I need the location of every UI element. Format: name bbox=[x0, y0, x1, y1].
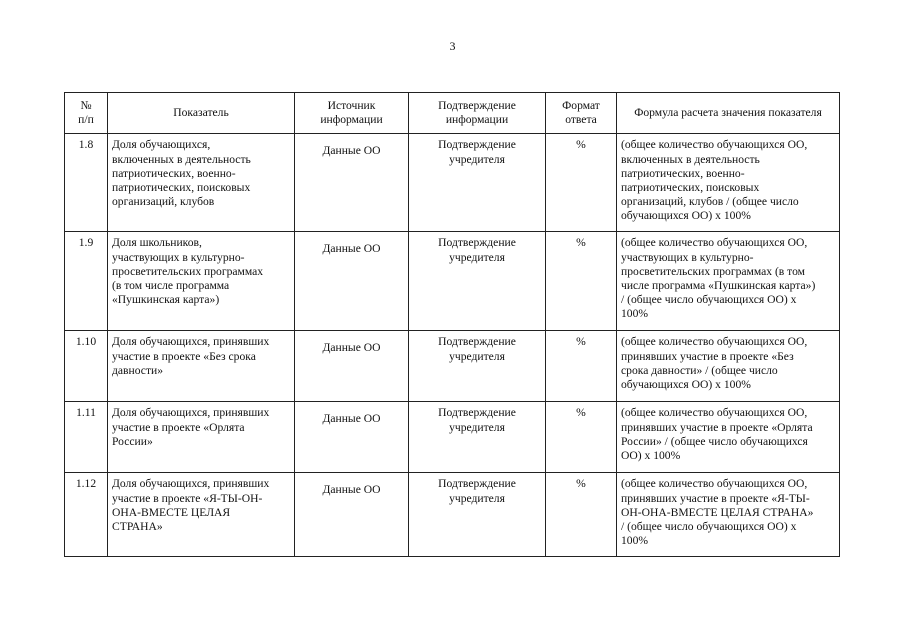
source-cell bbox=[295, 134, 409, 232]
indicator-cell: Доля обучающихся, принявших участие в проекте «Без срока давности» bbox=[108, 331, 295, 402]
row-number: 1.8 bbox=[65, 134, 108, 232]
formula-cell: (общее количество обучающихся ОО, принявших участие в проекте «Я-ТЫ- ОН-ОНА-ВМЕСТЕ ЦЕЛАЯ СТРАНА» / (общее число обучающихся ОО) х 100% bbox=[617, 473, 840, 557]
source-cell bbox=[295, 232, 409, 331]
indicator-cell: Доля обучающихся, принявших участие в проекте «Орлята России» bbox=[108, 402, 295, 473]
indicators-table bbox=[64, 92, 840, 557]
formula-cell: (общее количество обучающихся ОО, участвующих в культурно- просветительских программах (в том числе программа «Пушкинская карта») / (общее число обучающихся ОО) х 100% bbox=[617, 232, 840, 331]
format-cell: % bbox=[546, 402, 617, 473]
source-text: Данные ОО bbox=[322, 412, 381, 426]
table-row bbox=[65, 232, 840, 331]
table-row bbox=[65, 473, 840, 557]
format-cell: % bbox=[546, 331, 617, 402]
indicator-cell: Доля школьников, участвующих в культурно- просветительских программах (в том числе программа «Пушкинская карта») bbox=[108, 232, 295, 331]
header-confirmation: Подтверждение информации bbox=[409, 93, 546, 134]
header-format: Формат ответа bbox=[546, 93, 617, 134]
table-header-row bbox=[65, 93, 840, 134]
format-cell: % bbox=[546, 232, 617, 331]
row-number: 1.10 bbox=[65, 331, 108, 402]
confirmation-cell: Подтверждение учредителя bbox=[409, 402, 546, 473]
source-text: Данные ОО bbox=[322, 483, 381, 497]
source-cell bbox=[295, 473, 409, 557]
formula-cell: (общее количество обучающихся ОО, принявших участие в проекте «Без срока давности» / (общее число обучающихся ОО) х 100% bbox=[617, 331, 840, 402]
header-formula: Формула расчета значения показателя bbox=[617, 93, 840, 134]
source-cell bbox=[295, 402, 409, 473]
source-text: Данные ОО bbox=[322, 341, 381, 355]
table-row bbox=[65, 134, 840, 232]
row-number: 1.9 bbox=[65, 232, 108, 331]
confirmation-cell: Подтверждение учредителя bbox=[409, 232, 546, 331]
page-number: 3 bbox=[449, 39, 456, 53]
format-cell: % bbox=[546, 473, 617, 557]
formula-cell: (общее количество обучающихся ОО, принявших участие в проекте «Орлята России» / (общее число обучающихся ОО) х 100% bbox=[617, 402, 840, 473]
indicator-cell: Доля обучающихся, принявших участие в проекте «Я-ТЫ-ОН- ОНА-ВМЕСТЕ ЦЕЛАЯ СТРАНА» bbox=[108, 473, 295, 557]
confirmation-cell: Подтверждение учредителя bbox=[409, 134, 546, 232]
confirmation-cell: Подтверждение учредителя bbox=[409, 473, 546, 557]
header-indicator: Показатель bbox=[108, 93, 295, 134]
source-text: Данные ОО bbox=[322, 242, 381, 256]
source-cell bbox=[295, 331, 409, 402]
format-cell: % bbox=[546, 134, 617, 232]
confirmation-cell: Подтверждение учредителя bbox=[409, 331, 546, 402]
formula-cell: (общее количество обучающихся ОО, включенных в деятельность патриотических, военно- патриотических, поисковых организаций, клубов / (общее число обучающихся ОО) х 100% bbox=[617, 134, 840, 232]
source-text: Данные ОО bbox=[322, 144, 381, 158]
header-num: № п/п bbox=[65, 93, 108, 134]
header-source: Источник информации bbox=[295, 93, 409, 134]
row-number: 1.11 bbox=[65, 402, 108, 473]
indicator-cell: Доля обучающихся, включенных в деятельность патриотических, военно- патриотических, поисковых организаций, клубов bbox=[108, 134, 295, 232]
table-row bbox=[65, 402, 840, 473]
table-body bbox=[65, 134, 840, 557]
row-number: 1.12 bbox=[65, 473, 108, 557]
table-row bbox=[65, 331, 840, 402]
